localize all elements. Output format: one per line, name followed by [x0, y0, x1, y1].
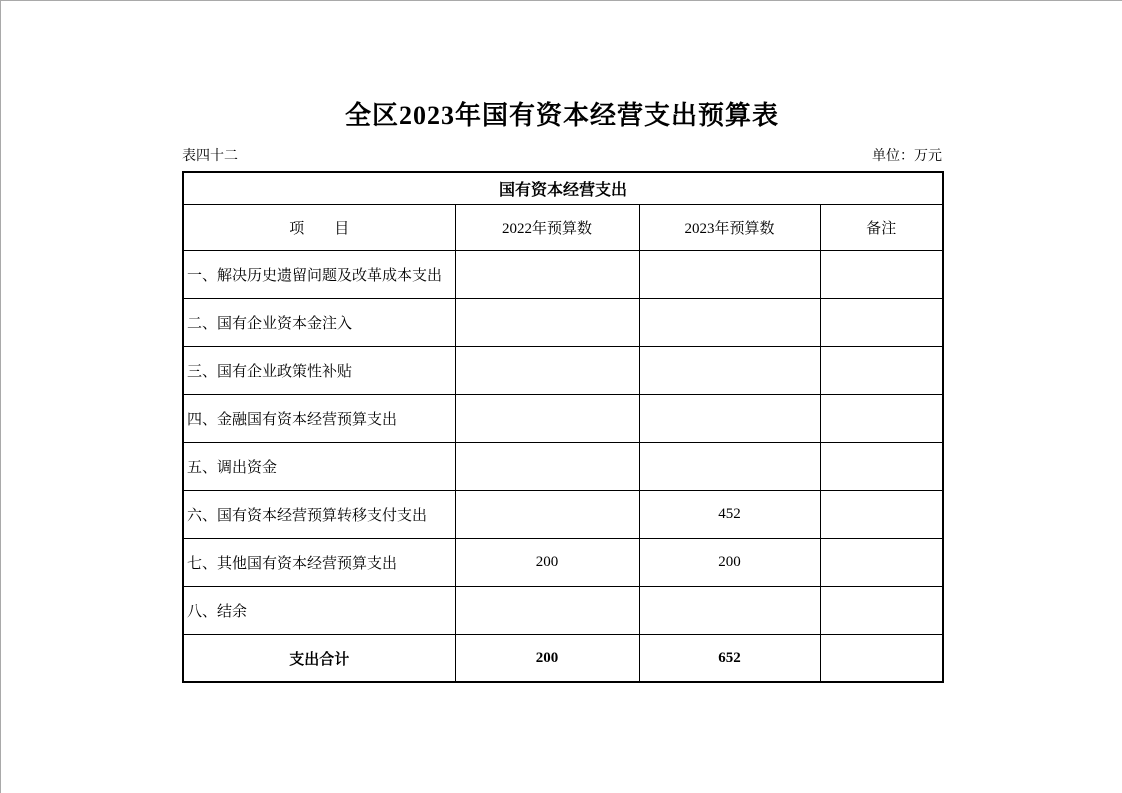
- row-label: 二、国有企业资本金注入: [183, 299, 455, 347]
- row-2023-value: [639, 299, 820, 347]
- row-label: 四、金融国有资本经营预算支出: [183, 395, 455, 443]
- row-note: [820, 491, 943, 539]
- row-2022-value: [455, 587, 639, 635]
- row-2022-value: [455, 299, 639, 347]
- table-row: [183, 491, 943, 539]
- table-band-header-row: [183, 172, 943, 205]
- column-header-item: 项 目: [183, 205, 455, 251]
- row-label: 七、其他国有资本经营预算支出: [183, 539, 455, 587]
- unit-label: 单位：万元: [872, 149, 942, 164]
- row-note: [820, 587, 943, 635]
- row-2022-value: [455, 443, 639, 491]
- row-2023-value: [639, 251, 820, 299]
- column-header-2023: 2023年预算数: [639, 205, 820, 251]
- row-note: [820, 251, 943, 299]
- row-2023-value: [639, 347, 820, 395]
- total-2023-value: 652: [639, 635, 820, 683]
- column-header-2022: 2022年预算数: [455, 205, 639, 251]
- row-label: 三、国有企业政策性补贴: [183, 347, 455, 395]
- table-row: [183, 347, 943, 395]
- row-2022-value: [455, 347, 639, 395]
- row-note: [820, 443, 943, 491]
- row-note: [820, 347, 943, 395]
- row-2022-value: [455, 491, 639, 539]
- table-row: [183, 299, 943, 347]
- table-row: [183, 443, 943, 491]
- row-2023-value: [639, 395, 820, 443]
- row-2023-value: 200: [639, 539, 820, 587]
- budget-table: [182, 171, 944, 683]
- table-row: [183, 539, 943, 587]
- row-2023-value: [639, 443, 820, 491]
- table-total-row: [183, 635, 943, 683]
- row-2022-value: [455, 251, 639, 299]
- table-row: [183, 395, 943, 443]
- table-band-header: 国有资本经营支出: [183, 172, 943, 205]
- table-row: [183, 587, 943, 635]
- column-header-note: 备注: [820, 205, 943, 251]
- row-note: [820, 299, 943, 347]
- table-number-label: 表四十二: [182, 149, 238, 164]
- table-meta-row: [182, 145, 942, 165]
- row-label: 一、解决历史遗留问题及改革成本支出: [183, 251, 455, 299]
- total-note: [820, 635, 943, 683]
- total-2022-value: 200: [455, 635, 639, 683]
- table-row: [183, 251, 943, 299]
- row-2023-value: 452: [639, 491, 820, 539]
- row-note: [820, 539, 943, 587]
- row-2023-value: [639, 587, 820, 635]
- row-2022-value: [455, 395, 639, 443]
- row-label: 八、结余: [183, 587, 455, 635]
- total-label: 支出合计: [183, 635, 455, 683]
- row-label: 六、国有资本经营预算转移支付支出: [183, 491, 455, 539]
- table-column-header-row: [183, 205, 943, 251]
- row-note: [820, 395, 943, 443]
- row-label: 五、调出资金: [183, 443, 455, 491]
- page-title: 全区2023年国有资本经营支出预算表: [344, 101, 779, 130]
- row-2022-value: 200: [455, 539, 639, 587]
